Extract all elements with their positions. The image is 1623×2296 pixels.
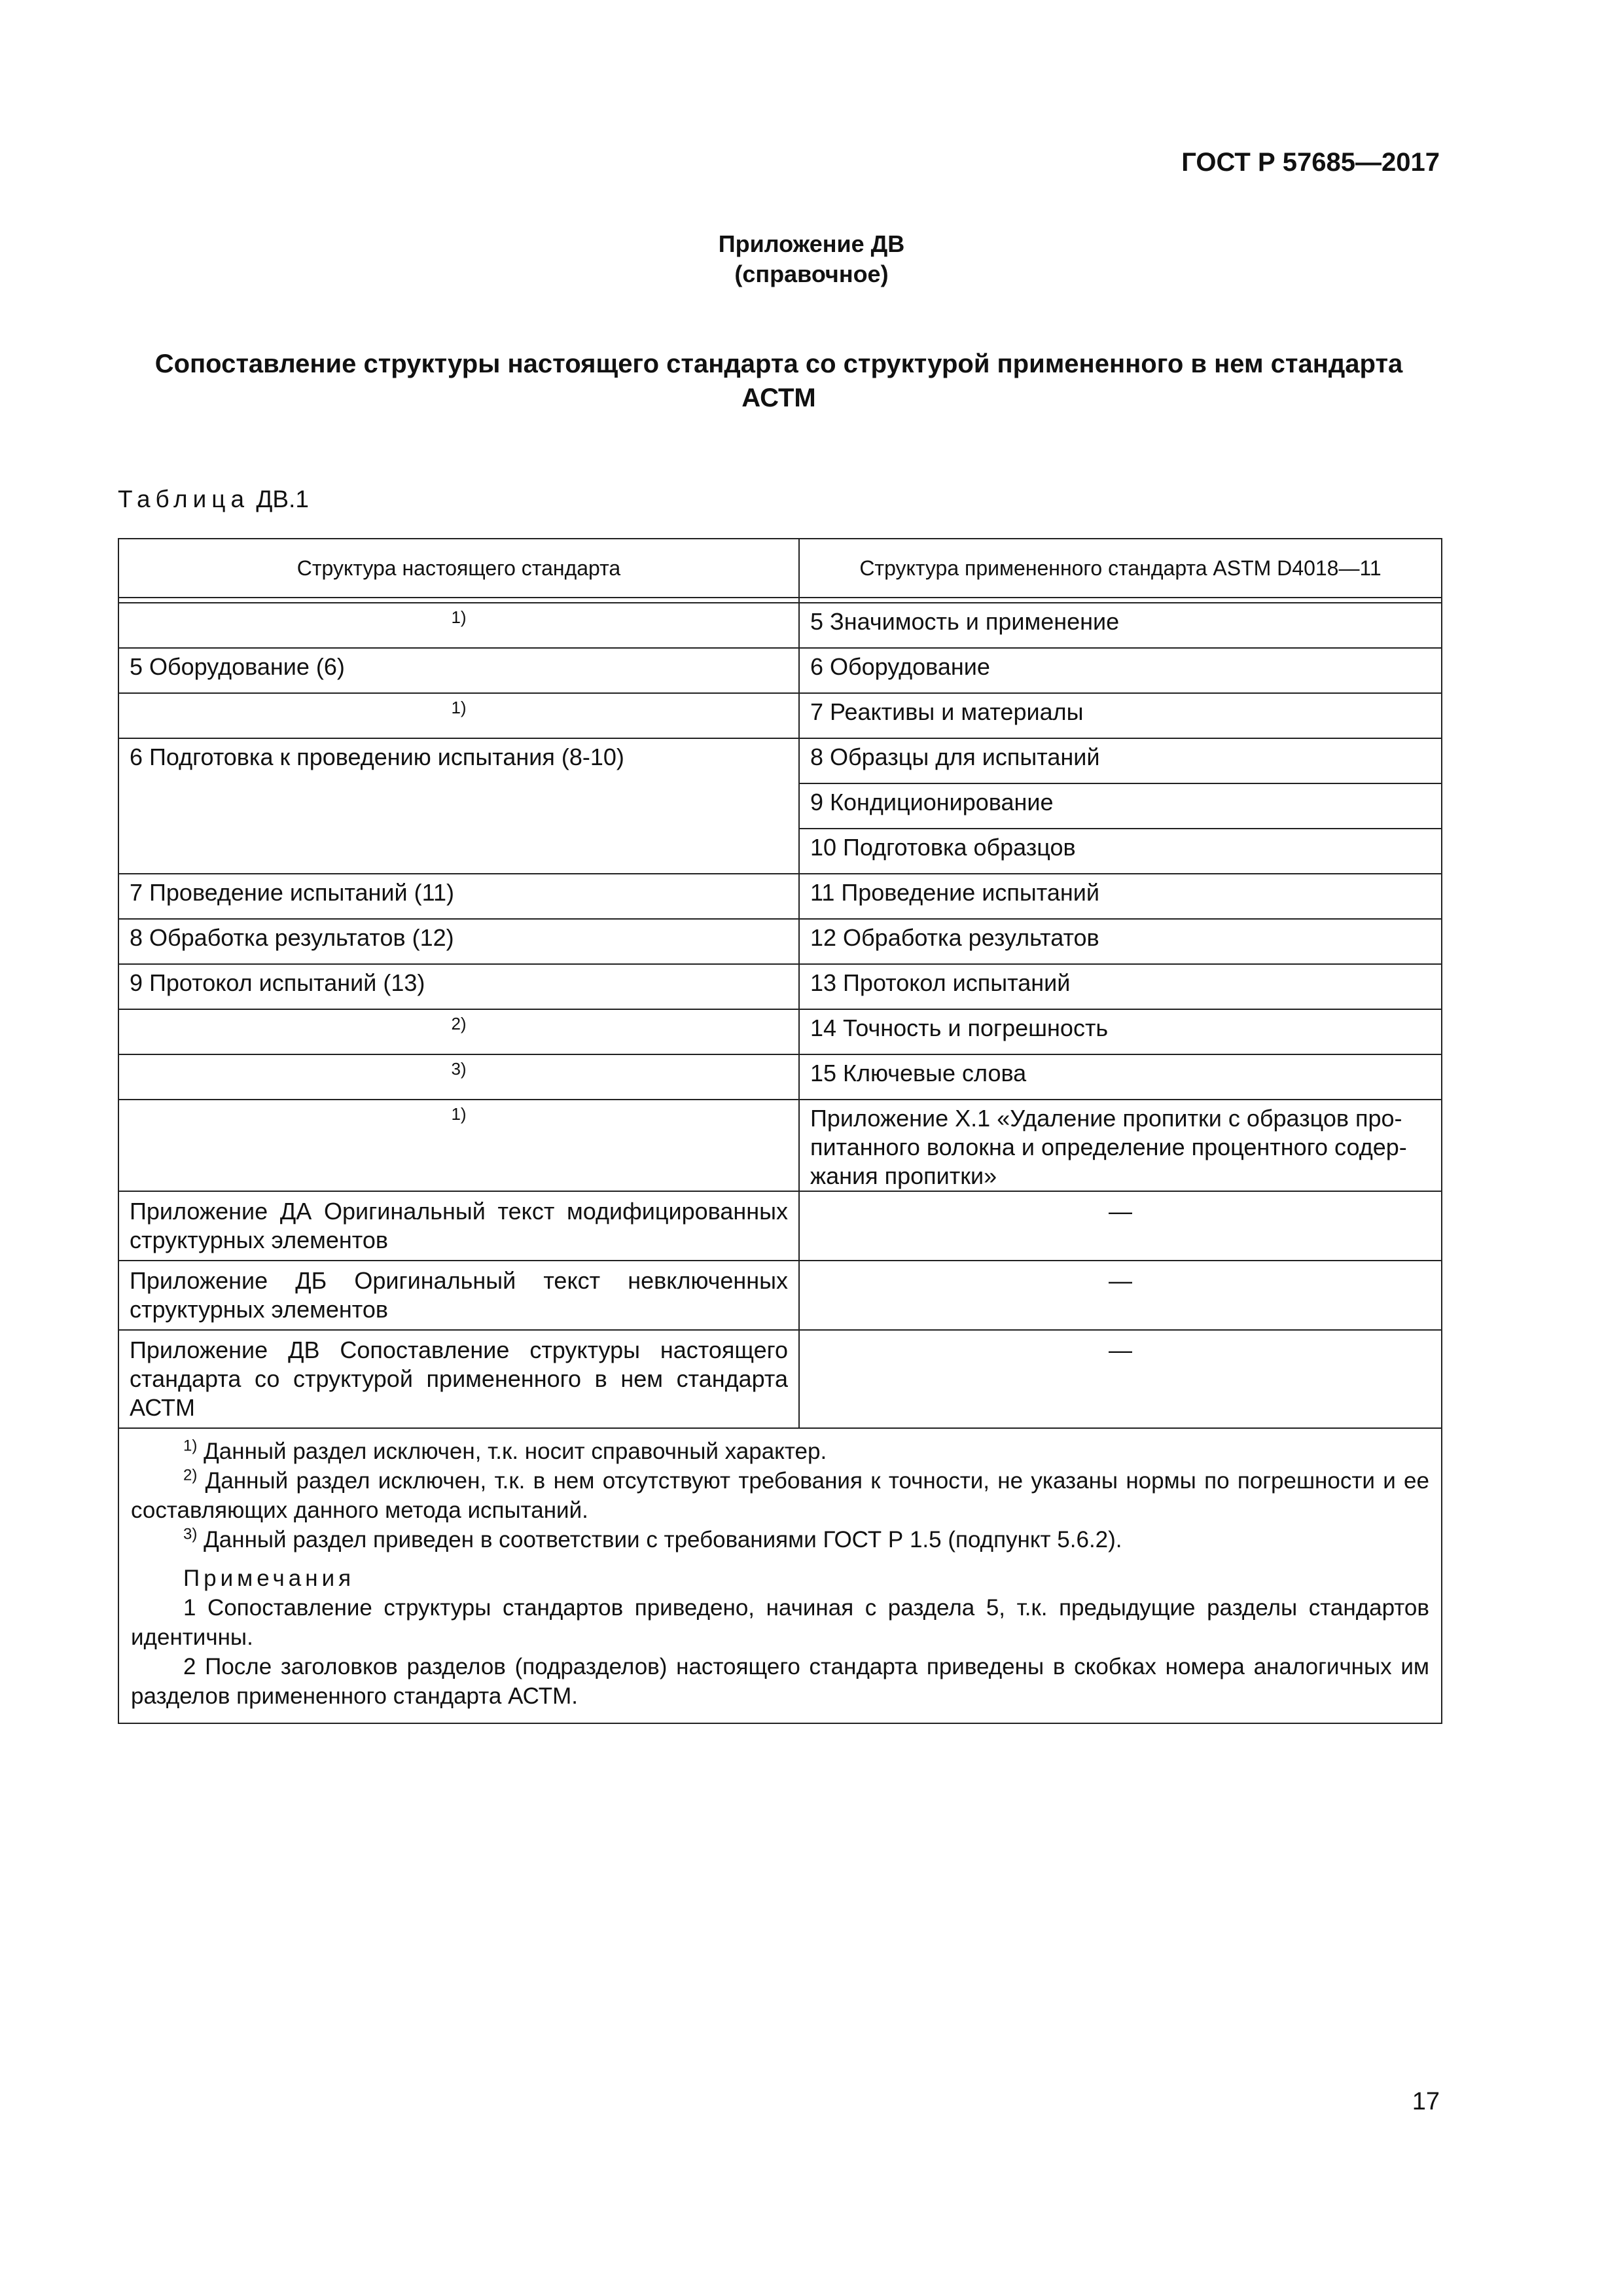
current-section-cell: 6 Подготовка к проведению испытания (8-10)	[118, 738, 799, 874]
table-row	[118, 1261, 1442, 1330]
table-label	[118, 486, 309, 513]
current-section-cell: Приложение ДВ Сопоставление структуры настоящего стандарта со структурой примененного в нем стандарта АСТМ	[118, 1330, 799, 1428]
applied-section-cell: —	[799, 1191, 1442, 1261]
footnotes-and-notes-cell	[118, 1428, 1442, 1723]
footnote	[131, 1437, 1429, 1466]
page-title-line-2: АСТМ	[741, 384, 816, 412]
footnote	[131, 1466, 1429, 1525]
footnote-ref-cell: 2)	[118, 1009, 799, 1054]
annex-x1-line: Приложение Х.1 «Удаление пропитки с образцов про-	[810, 1105, 1402, 1132]
table-row	[118, 1330, 1442, 1428]
applied-section-cell: 5 Значимость и применение	[799, 603, 1442, 648]
footnote-ref-cell: 3)	[118, 1054, 799, 1100]
column-header-applied-standard: Структура примененного стандарта ASTM D4018—11	[799, 539, 1442, 598]
annex-x1-line: питанного волокна и определение процентного содер-	[810, 1134, 1407, 1160]
footnote-text: Данный раздел исключен, т.к. в нем отсутствуют требования к точности, не указаны нормы по погрешности и ее составляющих данного метода испытаний.	[131, 1468, 1429, 1523]
document-id: ГОСТ Р 57685—2017	[1181, 148, 1440, 177]
current-section-cell: Приложение ДБ Оригинальный текст невключенных структурных элементов	[118, 1261, 799, 1330]
current-section-cell: Приложение ДА Оригинальный текст модифицированных структурных элементов	[118, 1191, 799, 1261]
current-section-cell: 5 Оборудование (6)	[118, 648, 799, 693]
applied-section-cell: 6 Оборудование	[799, 648, 1442, 693]
page-title	[118, 347, 1440, 415]
annex-kind: (справочное)	[734, 260, 889, 287]
current-section-cell: 7 Проведение испытаний (11)	[118, 874, 799, 919]
footnote-ref-cell: 1)	[118, 603, 799, 648]
note-paragraph: 2 После заголовков разделов (подразделов) настоящего стандарта приведены в скобках номера аналогичных им разделов примененного стандарта АСТМ.	[131, 1654, 1429, 1709]
table-row	[118, 919, 1442, 964]
table-row	[118, 603, 1442, 648]
table-row	[118, 1191, 1442, 1261]
annex-x1-line: жания пропитки»	[810, 1162, 997, 1189]
applied-section-cell: 11 Проведение испытаний	[799, 874, 1442, 919]
applied-section-cell: 12 Обработка результатов	[799, 919, 1442, 964]
table-row	[118, 738, 1442, 783]
column-header-current-standard: Структура настоящего стандарта	[118, 539, 799, 598]
current-section-cell: 9 Протокол испытаний (13)	[118, 964, 799, 1009]
table-row	[118, 1009, 1442, 1054]
structure-comparison-table	[118, 538, 1442, 1724]
note-paragraph: 1 Сопоставление структуры стандартов приведено, начиная с раздела 5, т.к. предыдущие разделы стандартов идентичны.	[131, 1595, 1429, 1650]
applied-section-cell: 9 Кондиционирование	[799, 783, 1442, 829]
footnote-text: Данный раздел приведен в соответствии с требованиями ГОСТ Р 1.5 (подпункт 5.6.2).	[204, 1527, 1122, 1552]
table-row	[118, 648, 1442, 693]
page-title-line-1: Сопоставление структуры настоящего стандарта со структурой примененного в нем стандарта	[154, 350, 1403, 378]
footnote-ref-cell: 1)	[118, 1100, 799, 1191]
footnote-text: Данный раздел исключен, т.к. носит справочный характер.	[204, 1439, 827, 1464]
table-row	[118, 1100, 1442, 1191]
table-header-row	[118, 539, 1442, 598]
table-row	[118, 964, 1442, 1009]
table-row	[118, 1054, 1442, 1100]
applied-section-cell: 13 Протокол испытаний	[799, 964, 1442, 1009]
applied-section-cell: —	[799, 1261, 1442, 1330]
page-number: 17	[1412, 2088, 1440, 2115]
applied-section-cell: 10 Подготовка образцов	[799, 829, 1442, 874]
table-row	[118, 874, 1442, 919]
table-footer-row	[118, 1428, 1442, 1723]
applied-section-cell	[799, 1100, 1442, 1191]
footnote	[131, 1525, 1429, 1554]
applied-section-cell: 8 Образцы для испытаний	[799, 738, 1442, 783]
footnote-ref-cell: 1)	[118, 693, 799, 738]
applied-section-cell: 7 Реактивы и материалы	[799, 693, 1442, 738]
applied-section-cell: —	[799, 1330, 1442, 1428]
applied-section-cell: 14 Точность и погрешность	[799, 1009, 1442, 1054]
footnote-mark: 1)	[183, 1437, 198, 1455]
annex-title: Приложение ДВ	[718, 230, 905, 257]
footnote-mark: 3)	[183, 1525, 198, 1543]
notes-heading: Примечания	[183, 1566, 355, 1591]
current-section-cell: 8 Обработка результатов (12)	[118, 919, 799, 964]
table-row	[118, 693, 1442, 738]
header-gap-row	[118, 598, 1442, 603]
table-label-number: ДВ.1	[256, 486, 309, 512]
annex-heading	[0, 229, 1623, 289]
footnote-mark: 2)	[183, 1466, 198, 1484]
table-label-word: Таблица	[118, 486, 250, 512]
applied-section-cell: 15 Ключевые слова	[799, 1054, 1442, 1100]
